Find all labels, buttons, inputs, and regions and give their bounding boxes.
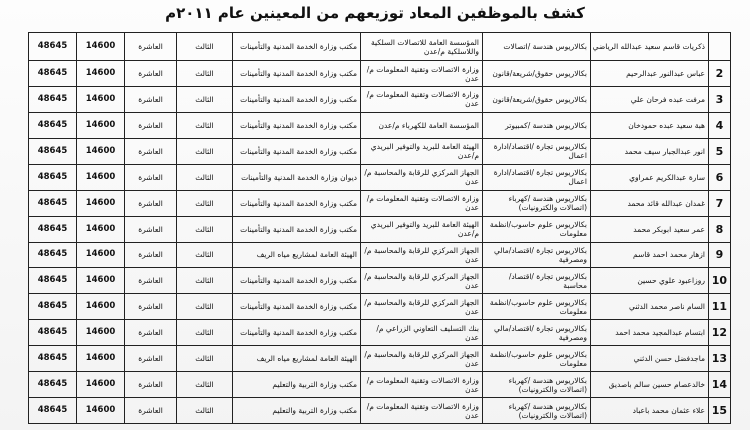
qualification-cell: بكالاريوس تجارة /اقتصاد/مالي ومصرفية — [483, 320, 591, 346]
new-office-cell: مكتب وزارة التربية والتعليم — [233, 398, 361, 424]
row-number-cell: 5 — [709, 138, 731, 164]
employees-table — [28, 32, 731, 424]
employee-name-cell: السام ناصر محمد الدثني — [591, 294, 709, 320]
basic-salary-cell: 14600 — [77, 190, 125, 216]
original-entity-cell: بنك التسليف التعاوني الزراعي م/عدن — [361, 320, 483, 346]
table-row — [29, 268, 731, 294]
table-row — [29, 294, 731, 320]
qualification-cell: بكالاريوس تجارة /اقتصاد/محاسبة — [483, 268, 591, 294]
grade-cell: العاشرة — [125, 190, 177, 216]
qualification-cell: بكالاريوس هندسة /كهرباء (اتصالات والكترونيات) — [483, 372, 591, 398]
grade-cell: العاشرة — [125, 61, 177, 87]
original-entity-cell: الهيئة العامة للبريد والتوفير البريدي م/عدن — [361, 138, 483, 164]
level-cell: الثالث — [177, 372, 233, 398]
grade-cell: العاشرة — [125, 372, 177, 398]
row-number-cell: 14 — [709, 372, 731, 398]
table-row — [29, 87, 731, 113]
row-number-cell — [709, 33, 731, 61]
original-entity-cell: وزارة الاتصالات وتقنية المعلومات م/عدن — [361, 398, 483, 424]
qualification-cell: بكالاريوس هندسة /كمبيوتر — [483, 112, 591, 138]
qualification-cell: بكالاريوس هندسة /كهرباء (اتصالات والكترونيات) — [483, 398, 591, 424]
table-row — [29, 242, 731, 268]
basic-salary-cell: 14600 — [77, 138, 125, 164]
total-salary-cell: 48645 — [29, 398, 77, 424]
level-cell: الثالث — [177, 164, 233, 190]
row-number-cell: 13 — [709, 346, 731, 372]
grade-cell: العاشرة — [125, 398, 177, 424]
table-body — [29, 33, 731, 424]
level-cell: الثالث — [177, 268, 233, 294]
grade-cell: العاشرة — [125, 242, 177, 268]
qualification-cell: بكالاريوس علوم حاسوب/انظمة معلومات — [483, 346, 591, 372]
qualification-cell: بكالاريوس حقوق/شريعة/قانون — [483, 87, 591, 113]
employee-name-cell: روزاعبود علوي حسين — [591, 268, 709, 294]
table-row — [29, 112, 731, 138]
original-entity-cell: وزارة الاتصالات وتقنية المعلومات م/عدن — [361, 61, 483, 87]
original-entity-cell: المؤسسة العامة للكهرباء م/عدن — [361, 112, 483, 138]
grade-cell: العاشرة — [125, 87, 177, 113]
qualification-cell: بكالاريوس تجارة /اقتصاد/ادارة اعمال — [483, 138, 591, 164]
employee-name-cell: عمر سعيد ابوبكر محمد — [591, 216, 709, 242]
table-row — [29, 190, 731, 216]
grade-cell: العاشرة — [125, 138, 177, 164]
original-entity-cell: الهيئة العامة للبريد والتوفير البريدي م/عدن — [361, 216, 483, 242]
row-number-cell: 2 — [709, 61, 731, 87]
employee-name-cell: خالدعصام حسين سالم باصديق — [591, 372, 709, 398]
original-entity-cell: وزارة الاتصالات وتقنية المعلومات م/عدن — [361, 190, 483, 216]
row-number-cell: 8 — [709, 216, 731, 242]
row-number-cell: 6 — [709, 164, 731, 190]
employee-name-cell: مرفت عبده فرحان علي — [591, 87, 709, 113]
employee-name-cell: سارة عبدالكريم عمراوي — [591, 164, 709, 190]
level-cell: الثالث — [177, 398, 233, 424]
original-entity-cell: الجهاز المركزي للرقابة والمحاسبة م/عدن — [361, 164, 483, 190]
basic-salary-cell: 14600 — [77, 216, 125, 242]
qualification-cell: بكالاريوس تجارة /اقتصاد/مالي ومصرفية — [483, 242, 591, 268]
level-cell: الثالث — [177, 33, 233, 61]
table-row — [29, 33, 731, 61]
total-salary-cell: 48645 — [29, 61, 77, 87]
employee-name-cell: ابتسام عبدالمجيد محمد احمد — [591, 320, 709, 346]
basic-salary-cell: 14600 — [77, 33, 125, 61]
basic-salary-cell: 14600 — [77, 242, 125, 268]
grade-cell: العاشرة — [125, 268, 177, 294]
grade-cell: العاشرة — [125, 164, 177, 190]
new-office-cell: مكتب وزارة الخدمة المدنية والتأمينات — [233, 33, 361, 61]
grade-cell: العاشرة — [125, 216, 177, 242]
document-title: كشف بالموظفين المعاد توزيعهم من المعينين عام ٢٠١١م — [165, 4, 585, 22]
new-office-cell: مكتب وزارة الخدمة المدنية والتأمينات — [233, 190, 361, 216]
basic-salary-cell: 14600 — [77, 372, 125, 398]
total-salary-cell: 48645 — [29, 112, 77, 138]
new-office-cell: الهيئة العامة لمشاريع مياه الريف — [233, 242, 361, 268]
row-number-cell: 10 — [709, 268, 731, 294]
level-cell: الثالث — [177, 346, 233, 372]
row-number-cell: 11 — [709, 294, 731, 320]
original-entity-cell: الجهاز المركزي للرقابة والمحاسبة م/عدن — [361, 242, 483, 268]
total-salary-cell: 48645 — [29, 346, 77, 372]
grade-cell: العاشرة — [125, 320, 177, 346]
new-office-cell: مكتب وزارة التربية والتعليم — [233, 372, 361, 398]
total-salary-cell: 48645 — [29, 164, 77, 190]
grade-cell: العاشرة — [125, 112, 177, 138]
level-cell: الثالث — [177, 112, 233, 138]
employee-name-cell: انور عبدالجبار سيف محمد — [591, 138, 709, 164]
level-cell: الثالث — [177, 61, 233, 87]
total-salary-cell: 48645 — [29, 320, 77, 346]
grade-cell: العاشرة — [125, 346, 177, 372]
row-number-cell: 15 — [709, 398, 731, 424]
qualification-cell: بكالاريوس تجارة /اقتصاد/ادارة اعمال — [483, 164, 591, 190]
level-cell: الثالث — [177, 190, 233, 216]
table-row — [29, 372, 731, 398]
basic-salary-cell: 14600 — [77, 112, 125, 138]
grade-cell: العاشرة — [125, 294, 177, 320]
new-office-cell: مكتب وزارة الخدمة المدنية والتأمينات — [233, 138, 361, 164]
total-salary-cell: 48645 — [29, 190, 77, 216]
row-number-cell: 9 — [709, 242, 731, 268]
basic-salary-cell: 14600 — [77, 268, 125, 294]
level-cell: الثالث — [177, 138, 233, 164]
qualification-cell: بكالاريوس حقوق/شريعة/قانون — [483, 61, 591, 87]
employee-name-cell: عباس عبدالنور عبدالرحيم — [591, 61, 709, 87]
new-office-cell: مكتب وزارة الخدمة المدنية والتأمينات — [233, 294, 361, 320]
table-row — [29, 320, 731, 346]
basic-salary-cell: 14600 — [77, 346, 125, 372]
total-salary-cell: 48645 — [29, 138, 77, 164]
original-entity-cell: وزارة الاتصالات وتقنية المعلومات م/عدن — [361, 87, 483, 113]
new-office-cell: ديوان وزارة الخدمة المدنية والتأمينات — [233, 164, 361, 190]
total-salary-cell: 48645 — [29, 33, 77, 61]
table-row — [29, 216, 731, 242]
new-office-cell: مكتب وزارة الخدمة المدنية والتأمينات — [233, 87, 361, 113]
row-number-cell: 3 — [709, 87, 731, 113]
employee-name-cell: هبة سعيد عبده حمودخان — [591, 112, 709, 138]
qualification-cell: بكالاريوس هندسة /كهرباء (اتصالات والكترونيات) — [483, 190, 591, 216]
row-number-cell: 7 — [709, 190, 731, 216]
total-salary-cell: 48645 — [29, 216, 77, 242]
employee-name-cell: علاء عثمان محمد باعباد — [591, 398, 709, 424]
level-cell: الثالث — [177, 294, 233, 320]
table-row — [29, 61, 731, 87]
level-cell: الثالث — [177, 87, 233, 113]
employee-name-cell: ماجدفضل حسن الدثني — [591, 346, 709, 372]
table-row — [29, 164, 731, 190]
new-office-cell: مكتب وزارة الخدمة المدنية والتأمينات — [233, 61, 361, 87]
original-entity-cell: الجهاز المركزي للرقابة والمحاسبة م/عدن — [361, 294, 483, 320]
original-entity-cell: المؤسسة العامة للاتصالات السلكية واللاسلكية م/عدن — [361, 33, 483, 61]
level-cell: الثالث — [177, 242, 233, 268]
basic-salary-cell: 14600 — [77, 294, 125, 320]
basic-salary-cell: 14600 — [77, 320, 125, 346]
employee-name-cell: ازهار محمد احمد قاسم — [591, 242, 709, 268]
new-office-cell: مكتب وزارة الخدمة المدنية والتأمينات — [233, 268, 361, 294]
qualification-cell: بكالاريوس علوم حاسوب/انظمة معلومات — [483, 216, 591, 242]
original-entity-cell: وزارة الاتصالات وتقنية المعلومات م/عدن — [361, 372, 483, 398]
new-office-cell: الهيئة العامة لمشاريع مياه الريف — [233, 346, 361, 372]
total-salary-cell: 48645 — [29, 268, 77, 294]
basic-salary-cell: 14600 — [77, 87, 125, 113]
new-office-cell: مكتب وزارة الخدمة المدنية والتأمينات — [233, 216, 361, 242]
row-number-cell: 12 — [709, 320, 731, 346]
total-salary-cell: 48645 — [29, 372, 77, 398]
total-salary-cell: 48645 — [29, 294, 77, 320]
row-number-cell: 4 — [709, 112, 731, 138]
employee-name-cell: غمدان عبدالله قائد محمد — [591, 190, 709, 216]
employee-name-cell: ذكريات قاسم سعيد عبدالله الرياضي — [591, 33, 709, 61]
original-entity-cell: الجهاز المركزي للرقابة والمحاسبة م/عدن — [361, 346, 483, 372]
total-salary-cell: 48645 — [29, 242, 77, 268]
basic-salary-cell: 14600 — [77, 398, 125, 424]
table-row — [29, 346, 731, 372]
qualification-cell: بكالاريوس هندسة /اتصالات — [483, 33, 591, 61]
new-office-cell: مكتب وزارة الخدمة المدنية والتأمينات — [233, 112, 361, 138]
original-entity-cell: الجهاز المركزي للرقابة والمحاسبة م/عدن — [361, 268, 483, 294]
grade-cell: العاشرة — [125, 33, 177, 61]
total-salary-cell: 48645 — [29, 87, 77, 113]
qualification-cell: بكالاريوس علوم حاسوب/انظمة معلومات — [483, 294, 591, 320]
level-cell: الثالث — [177, 320, 233, 346]
table-row — [29, 398, 731, 424]
basic-salary-cell: 14600 — [77, 164, 125, 190]
basic-salary-cell: 14600 — [77, 61, 125, 87]
new-office-cell: مكتب وزارة الخدمة المدنية والتأمينات — [233, 320, 361, 346]
table-row — [29, 138, 731, 164]
level-cell: الثالث — [177, 216, 233, 242]
